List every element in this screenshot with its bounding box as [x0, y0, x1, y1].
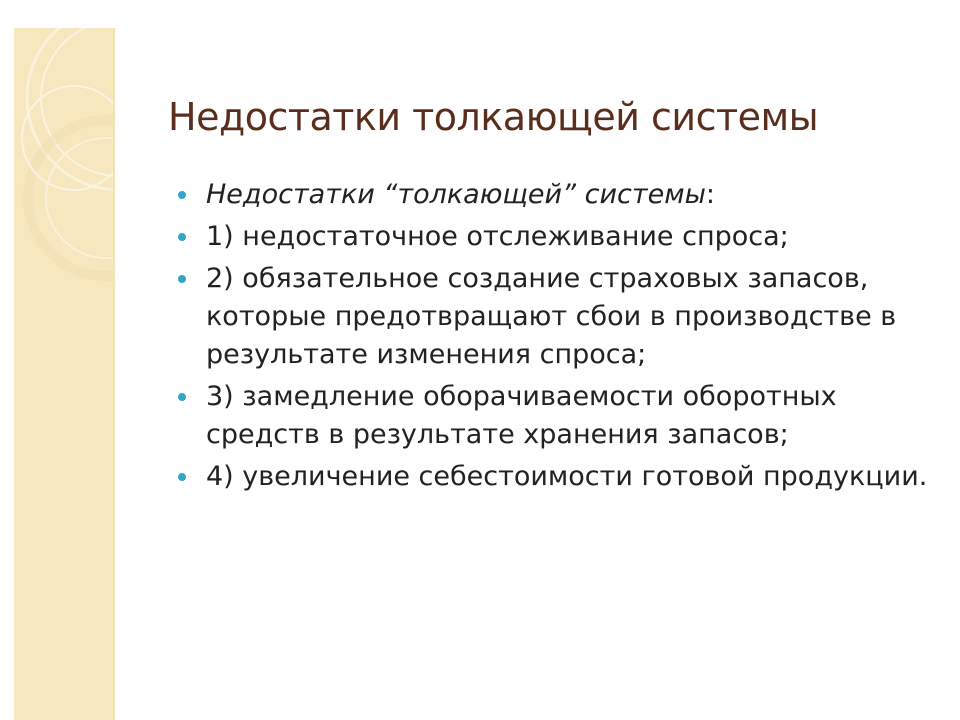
decorative-sidebar	[14, 28, 114, 720]
list-item	[176, 176, 936, 214]
bullet-icon	[178, 233, 186, 241]
bullet-icon	[178, 275, 186, 283]
bullet-icon	[178, 473, 186, 481]
list-item-text: 3) замедление оборачиваемости оборотных средств в результате хранения запасов;	[206, 381, 837, 450]
list-item-text: 4) увеличение себестоимости готовой продукции.	[206, 461, 928, 492]
sidebar-edge	[113, 28, 115, 720]
list-item	[176, 378, 936, 454]
list-item	[176, 458, 936, 496]
list-item-text: 1) недостаточное отслеживание спроса;	[206, 221, 789, 252]
bullet-list	[176, 176, 936, 500]
list-item-text: 2) обязательное создание страховых запасов, которые предотвращают сбои в производстве в результате изменения спроса;	[206, 263, 897, 370]
decorative-circles-graphic	[14, 28, 114, 720]
slide-title: Недостатки толкающей системы	[168, 95, 819, 139]
list-item	[176, 260, 936, 374]
list-item	[176, 218, 936, 256]
bullet-icon	[178, 393, 186, 401]
list-item-tail: :	[705, 179, 715, 210]
list-item-text: Недостатки “толкающей” системы	[206, 179, 706, 210]
bullet-icon	[178, 191, 186, 199]
